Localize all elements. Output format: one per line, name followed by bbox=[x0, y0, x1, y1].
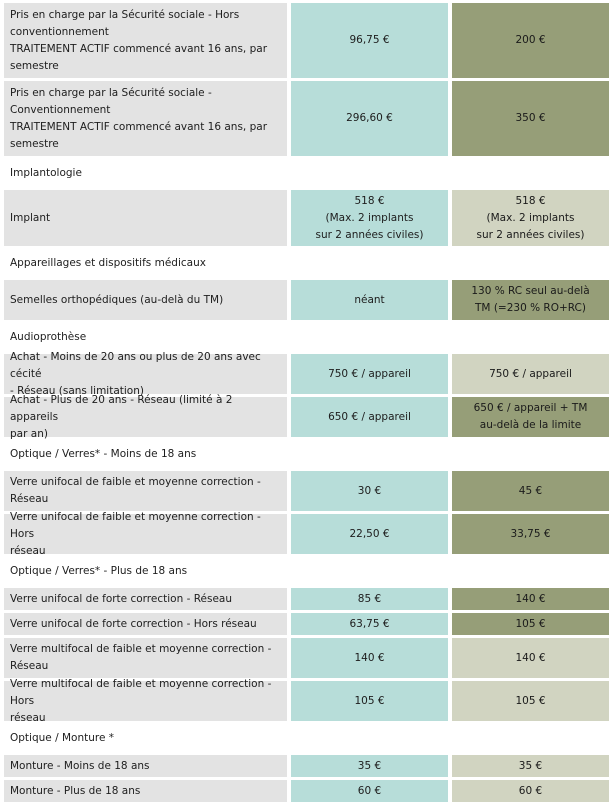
option-value-line: 650 € / appareil + TM bbox=[473, 402, 588, 414]
section-title bbox=[4, 440, 287, 468]
base-value bbox=[291, 81, 448, 156]
row-label bbox=[4, 677, 287, 724]
base-value-line: 22,50 € bbox=[349, 527, 390, 540]
base-value-line: néant bbox=[354, 293, 385, 306]
option-value-line: 200 € bbox=[515, 34, 546, 46]
row-label-line: Pris en charge par la Sécurité sociale - Hors bbox=[10, 8, 240, 21]
base-value-line: (Max. 2 implants bbox=[325, 211, 414, 224]
row-label bbox=[4, 350, 287, 397]
option-value bbox=[452, 81, 609, 156]
section-title bbox=[4, 249, 287, 277]
row-label-line: Achat - Plus de 20 ans - Réseau (limité à 2 appareils bbox=[10, 393, 233, 423]
base-value-line: 96,75 € bbox=[349, 34, 390, 46]
section-title bbox=[4, 159, 287, 187]
option-value bbox=[452, 354, 609, 394]
section-header bbox=[0, 159, 613, 187]
base-value-line: 105 € bbox=[354, 694, 385, 707]
table-row bbox=[0, 780, 613, 802]
option-value-line: (Max. 2 implants bbox=[486, 211, 575, 224]
row-label-line: semestre bbox=[10, 137, 59, 150]
table-row bbox=[0, 613, 613, 635]
option-value bbox=[452, 280, 609, 320]
option-value-line: 350 € bbox=[515, 112, 546, 124]
base-value bbox=[291, 397, 448, 437]
base-value-line: 35 € bbox=[357, 759, 382, 772]
row-label-line: Verre multifocal de faible et moyenne correction - bbox=[10, 643, 272, 655]
option-value-line: 518 € bbox=[515, 194, 546, 207]
option-value-line: 35 € bbox=[518, 759, 543, 772]
row-label bbox=[4, 780, 287, 802]
option-value-line: 105 € bbox=[515, 617, 546, 630]
row-label-line: réseau bbox=[10, 711, 46, 724]
table-row bbox=[0, 755, 613, 777]
base-value bbox=[291, 613, 448, 635]
section-title-line: Appareillages et dispositifs médicaux bbox=[10, 256, 206, 269]
option-value bbox=[452, 613, 609, 635]
table-row bbox=[0, 350, 613, 397]
table-row bbox=[0, 280, 613, 320]
option-value bbox=[452, 681, 609, 721]
option-value-line: TM (=230 % RO+RC) bbox=[475, 302, 586, 314]
row-label-line: TRAITEMENT ACTIF commencé avant 16 ans, par bbox=[10, 120, 268, 133]
base-value-line: 650 € / appareil bbox=[328, 410, 411, 423]
base-value-line: 30 € bbox=[357, 484, 382, 497]
row-label-line: Verre unifocal de forte correction - Réseau bbox=[10, 592, 232, 605]
table-row bbox=[0, 510, 613, 557]
base-value bbox=[291, 3, 448, 78]
row-label bbox=[4, 471, 287, 511]
table-row bbox=[0, 81, 613, 156]
row-label-line: Conventionnement bbox=[10, 103, 111, 116]
option-value-line: 33,75 € bbox=[510, 527, 551, 540]
base-value bbox=[291, 514, 448, 554]
base-value bbox=[291, 354, 448, 394]
row-label-line: Implant bbox=[10, 211, 51, 224]
table-row bbox=[0, 638, 613, 678]
row-label-line: Verre unifocal de faible et moyenne correction - Hors bbox=[10, 510, 261, 540]
coverage-table bbox=[0, 3, 613, 802]
section-header bbox=[0, 249, 613, 277]
row-label bbox=[4, 81, 287, 156]
row-label-line: Verre multifocal de faible et moyenne correction - Hors bbox=[10, 677, 272, 707]
row-label bbox=[4, 588, 287, 610]
row-label bbox=[4, 755, 287, 777]
option-value-line: 60 € bbox=[518, 784, 543, 797]
base-value bbox=[291, 755, 448, 777]
base-value-line: 63,75 € bbox=[349, 617, 390, 630]
row-label-line: Verre unifocal de faible et moyenne correction - bbox=[10, 476, 261, 488]
option-value-line: 45 € bbox=[518, 484, 543, 497]
row-label-line: Réseau bbox=[10, 660, 49, 672]
table-row bbox=[0, 471, 613, 511]
row-label-line: Achat - Moins de 20 ans ou plus de 20 ans avec cécité bbox=[10, 350, 261, 380]
base-value-line: sur 2 années civiles) bbox=[315, 228, 424, 241]
base-value bbox=[291, 681, 448, 721]
option-value bbox=[452, 190, 609, 246]
section-title-line: Optique / Monture * bbox=[10, 731, 115, 744]
section-header bbox=[0, 440, 613, 468]
base-value-line: 750 € / appareil bbox=[328, 367, 411, 380]
base-value-line: 296,60 € bbox=[346, 112, 393, 124]
option-value-line: 140 € bbox=[515, 651, 546, 664]
row-label bbox=[4, 393, 287, 440]
section-title bbox=[4, 557, 287, 585]
section-title-line: Optique / Verres* - Moins de 18 ans bbox=[10, 447, 197, 460]
row-label bbox=[4, 280, 287, 320]
row-label-line: Pris en charge par la Sécurité sociale - bbox=[10, 86, 212, 99]
table-row bbox=[0, 588, 613, 610]
option-value bbox=[452, 638, 609, 678]
option-value bbox=[452, 397, 609, 437]
row-label-line: Monture - Plus de 18 ans bbox=[10, 784, 141, 797]
row-label bbox=[4, 613, 287, 635]
option-value bbox=[452, 471, 609, 511]
section-title-line: Audioprothèse bbox=[10, 330, 87, 343]
row-label-line: par an) bbox=[10, 427, 48, 440]
option-value bbox=[452, 755, 609, 777]
section-header bbox=[0, 557, 613, 585]
section-title bbox=[4, 724, 287, 752]
option-value-line: 140 € bbox=[515, 592, 546, 605]
section-header bbox=[0, 724, 613, 752]
base-value bbox=[291, 638, 448, 678]
option-value-line: 105 € bbox=[515, 694, 546, 707]
row-label-line: réseau bbox=[10, 544, 46, 557]
row-label bbox=[4, 190, 287, 246]
base-value-line: 85 € bbox=[357, 592, 382, 605]
base-value bbox=[291, 471, 448, 511]
row-label-line: Réseau bbox=[10, 493, 49, 505]
table-row bbox=[0, 677, 613, 724]
base-value-line: 518 € bbox=[354, 194, 385, 207]
row-label-line: conventionnement bbox=[10, 25, 109, 38]
row-label-line: - Réseau (sans limitation) bbox=[10, 384, 144, 397]
row-label-line: Semelles orthopédiques (au-delà du TM) bbox=[10, 293, 224, 306]
row-label bbox=[4, 510, 287, 557]
option-value bbox=[452, 3, 609, 78]
option-value-line: sur 2 années civiles) bbox=[476, 228, 585, 241]
base-value bbox=[291, 280, 448, 320]
base-value-line: 140 € bbox=[354, 651, 385, 664]
table-row bbox=[0, 190, 613, 246]
option-value bbox=[452, 514, 609, 554]
option-value bbox=[452, 588, 609, 610]
base-value-line: 60 € bbox=[357, 784, 382, 797]
row-label-line: Verre unifocal de forte correction - Hors réseau bbox=[10, 617, 257, 630]
row-label-line: TRAITEMENT ACTIF commencé avant 16 ans, par bbox=[10, 42, 268, 55]
option-value-line: au-delà de la limite bbox=[479, 419, 582, 431]
row-label bbox=[4, 638, 287, 678]
row-label bbox=[4, 3, 287, 78]
option-value-line: 750 € / appareil bbox=[489, 367, 572, 380]
section-title-line: Optique / Verres* - Plus de 18 ans bbox=[10, 564, 188, 577]
base-value bbox=[291, 588, 448, 610]
option-value-line: 130 % RC seul au-delà bbox=[471, 285, 590, 297]
row-label-line: semestre bbox=[10, 59, 59, 72]
row-label-line: Monture - Moins de 18 ans bbox=[10, 759, 150, 772]
base-value bbox=[291, 190, 448, 246]
table-row bbox=[0, 3, 613, 78]
table-row bbox=[0, 393, 613, 440]
option-value bbox=[452, 780, 609, 802]
section-title-line: Implantologie bbox=[10, 166, 82, 179]
base-value bbox=[291, 780, 448, 802]
section-header bbox=[0, 323, 613, 351]
section-title bbox=[4, 323, 287, 351]
